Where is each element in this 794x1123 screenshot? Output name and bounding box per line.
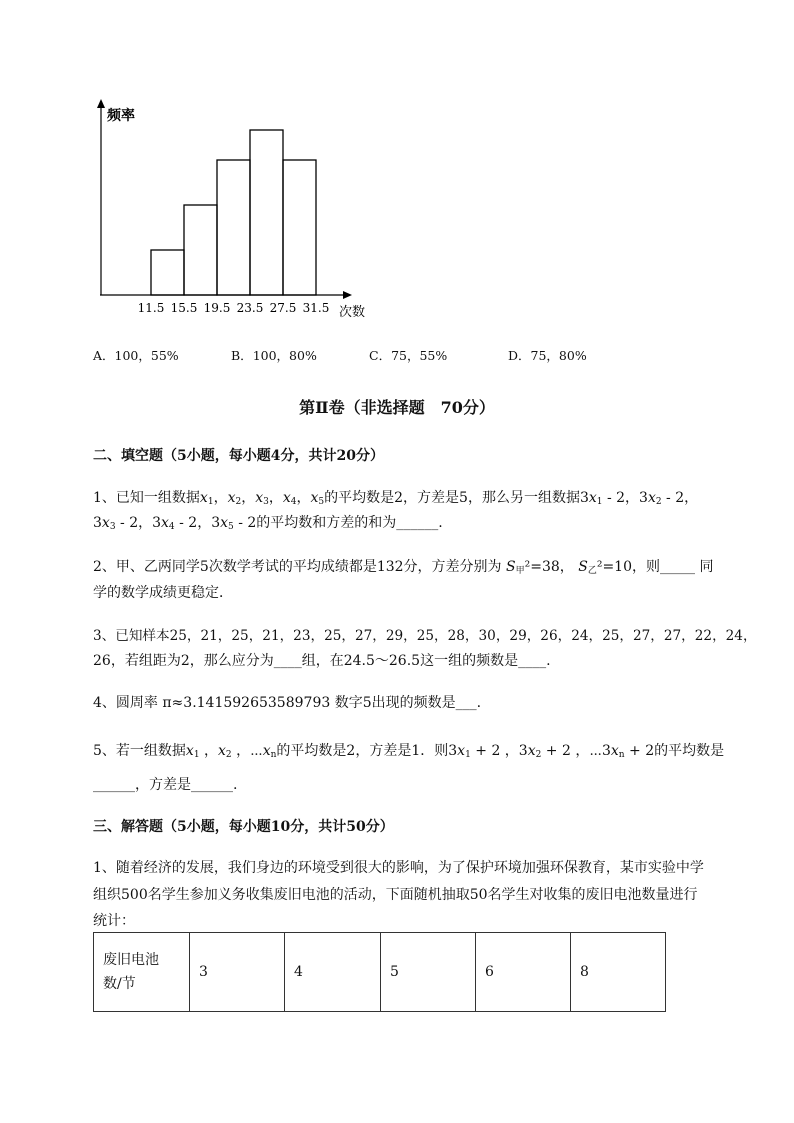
s2-q5-line2: ______，方差是______. xyxy=(93,777,238,793)
option-text: 75，55% xyxy=(391,348,448,363)
text: 1、已知一组数据 xyxy=(93,490,200,506)
table-cell: 6 xyxy=(476,933,571,1012)
option-letter: D． xyxy=(508,348,531,363)
s2-q3-line1: 3、已知样本25，21，25，21，23，25，27，29，25，28，30，29，26，24，25，27，27，22，24， xyxy=(93,628,757,644)
text: ²=38， xyxy=(524,559,574,575)
s2-q4-line1: 4、圆周率 π≈3.141592653589793 数字5出现的频数是___. xyxy=(93,695,482,711)
text: ²=10，则_____ 同 xyxy=(596,559,714,575)
option-b[interactable] xyxy=(231,346,317,364)
table-cell: 4 xyxy=(285,933,381,1012)
x-tick-label: 11.5 xyxy=(137,301,165,315)
text: 的平均数是2，方差是1．则 xyxy=(276,743,449,759)
s3-q1-line2: 组织500名学生参加义务收集废旧电池的活动，下面随机抽取50名学生对收集的废旧电池数量进行 xyxy=(93,887,698,903)
table-row xyxy=(94,933,666,1012)
option-d[interactable] xyxy=(508,346,587,364)
frequency-histogram xyxy=(0,0,794,330)
y-axis-label: 频率 xyxy=(107,108,135,124)
s2-q1-line1: 1、已知一组数据$x_1$，$x_2$，$x_3$，$x_4$，$x_5$的平均数是2，方差是5，那么另一组数据$3x_1 - 2$，$3x_2 - 2$， xyxy=(93,490,699,507)
battery-table xyxy=(93,932,666,1012)
option-text: 100，55% xyxy=(114,348,179,363)
s2-q3-line2: 26，若组距为2，那么应分为____组，在24.5～26.5这一组的频数是____. xyxy=(93,653,551,669)
x-axis-label: 次数 xyxy=(339,305,366,320)
header-line1: 废旧电池 xyxy=(103,952,159,968)
histogram-bar xyxy=(250,130,283,295)
x-tick-label: 19.5 xyxy=(203,301,231,315)
s2-q1-line2: $3x_3 - 2$，$3x_4 - 2$，$3x_5 - 2$的平均数和方差的和为______. xyxy=(93,515,443,532)
s3-q1-line3: 统计： xyxy=(93,913,135,929)
option-text: 100，80% xyxy=(252,348,317,363)
header-line2: 数/节 xyxy=(103,976,136,992)
histogram-bar xyxy=(283,160,316,295)
text: 的平均数是 xyxy=(654,743,725,759)
x-tick-label: 23.5 xyxy=(236,301,264,315)
s2-q2-line2: 学的数学成绩更稳定． xyxy=(93,585,233,601)
text: 的平均数和方差的和为______. xyxy=(256,515,443,531)
option-letter: A． xyxy=(93,348,115,363)
option-letter: B． xyxy=(231,348,253,363)
option-a[interactable] xyxy=(93,346,179,364)
table-header-cell xyxy=(94,933,190,1012)
part2-title: 第Ⅱ卷（非选择题 70分） xyxy=(299,398,495,417)
option-c[interactable] xyxy=(369,346,447,364)
s3-q1-line1: 1、随着经济的发展，我们身边的环境受到很大的影响，为了保护环境加强环保教育，某市实验中学 xyxy=(93,860,704,876)
histogram-bar xyxy=(184,205,217,295)
histogram-bar xyxy=(151,250,184,295)
histogram-bar xyxy=(217,160,250,295)
table-cell: 8 xyxy=(571,933,666,1012)
s2-q2-line1: 2、甲、乙两同学5次数学考试的平均成绩都是132分，方差分别为 $S_甲^2=38$， $S_乙^2=10$，则_____ 同 xyxy=(93,559,714,576)
option-letter: C． xyxy=(369,348,392,363)
x-tick-label: 27.5 xyxy=(269,301,297,315)
table-cell: 5 xyxy=(381,933,476,1012)
y-axis-arrow xyxy=(97,99,105,108)
text: 的平均数是2，方差是5，那么另一组数据 xyxy=(324,490,580,506)
x-axis-arrow xyxy=(343,291,352,299)
x-tick-label: 31.5 xyxy=(302,301,330,315)
table-cell: 3 xyxy=(190,933,285,1012)
section2-title: 二、填空题（5小题，每小题4分，共计20分） xyxy=(93,448,384,464)
option-text: 75，80% xyxy=(530,348,587,363)
x-tick-label: 15.5 xyxy=(170,301,198,315)
section3-title: 三、解答题（5小题，每小题10分，共计50分） xyxy=(93,819,394,835)
text: 2、甲、乙两同学5次数学考试的平均成绩都是132分，方差分别为 xyxy=(93,559,502,575)
text: 5、若一组数据 xyxy=(93,743,186,759)
s2-q5-line1: 5、若一组数据$x_1$ ，$x_2$ ，$\cdots x_n$的平均数是2，方差是1．则$3x_1 + 2$ ，$3x_2 + 2$ ，$\cdots 3x_n + 2$的平均数是 xyxy=(93,743,725,760)
